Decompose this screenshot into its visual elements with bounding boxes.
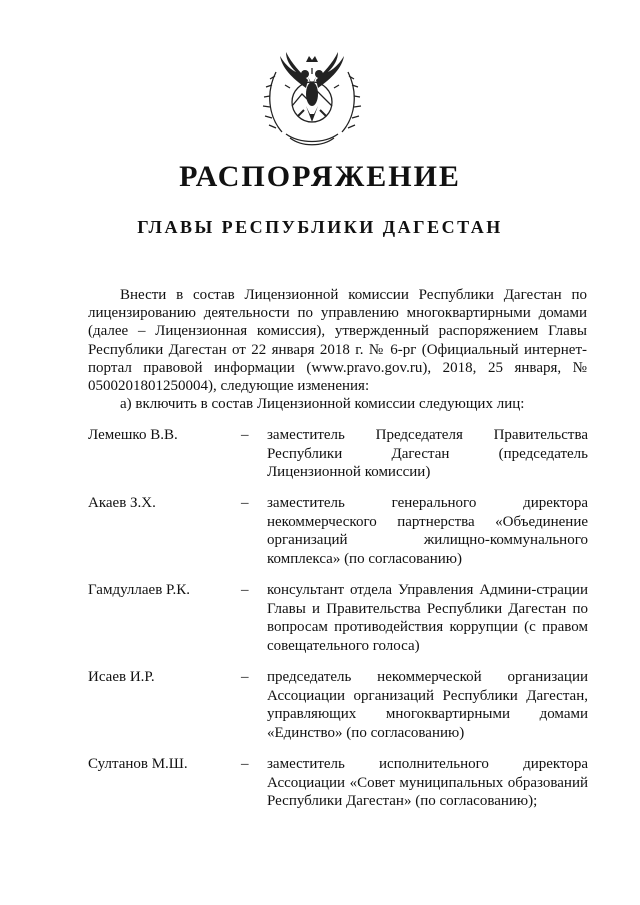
body-paragraph-1: Внести в состав Лицензионной комиссии Республики Дагестан по лицензированию деятельности по управлению многоквартирными домами (далее – Лицензионная комиссия), утвержденный распоряжением Главы Республики Дагестан от 22 января 2018 г. № 6-рг (Официальный интернет-портал правовой информации (www.pravo.gov.ru), 2018, 25 января, № 0500201801250004), следующие изменения: bbox=[88, 287, 587, 395]
member-row bbox=[88, 581, 588, 661]
member-name: Исаев И.Р. bbox=[88, 669, 155, 685]
member-dash: – bbox=[241, 669, 249, 685]
eagle-emblem-icon bbox=[262, 44, 362, 150]
member-dash: – bbox=[241, 495, 249, 511]
member-name: Акаев З.Х. bbox=[88, 495, 156, 511]
member-role: заместитель Председателя Правительства Республики Дагестан (председатель Лицензионной комиссии) bbox=[267, 427, 588, 480]
member-role: заместитель генерального директора некоммерческого партнерства «Объединение организаций жилищно-коммунального комплекса» (по согласованию) bbox=[267, 495, 588, 567]
member-dash: – bbox=[241, 582, 249, 598]
member-row bbox=[88, 494, 588, 574]
coat-of-arms-emblem bbox=[262, 44, 362, 150]
member-name: Султанов М.Ш. bbox=[88, 756, 188, 772]
member-role: председатель некоммерческой организации Ассоциации организаций Республики Дагестан, управляющих многоквартирными домами «Единство» (по согласованию) bbox=[267, 669, 588, 741]
body-paragraph-2: а) включить в состав Лицензионной комиссии следующих лиц: bbox=[120, 396, 525, 413]
member-role: заместитель исполнительного директора Ассоциации «Совет муниципальных образований Республики Дагестан» (по согласованию); bbox=[267, 756, 588, 809]
member-name: Лемешко В.В. bbox=[88, 427, 178, 443]
member-role: консультант отдела Управления Админи-страции Главы и Правительства Республики Дагестан по вопросам противодействия коррупции (с правом совещательного голоса) bbox=[267, 582, 588, 654]
member-dash: – bbox=[241, 427, 249, 443]
member-dash: – bbox=[241, 756, 249, 772]
document-subtitle: ГЛАВЫ РЕСПУБЛИКИ ДАГЕСТАН bbox=[137, 217, 503, 237]
member-name: Гамдуллаев Р.К. bbox=[88, 582, 191, 598]
document-title: РАСПОРЯЖЕНИЕ bbox=[179, 160, 461, 193]
document-body bbox=[88, 286, 587, 413]
member-row bbox=[88, 755, 588, 835]
member-row bbox=[88, 668, 588, 748]
